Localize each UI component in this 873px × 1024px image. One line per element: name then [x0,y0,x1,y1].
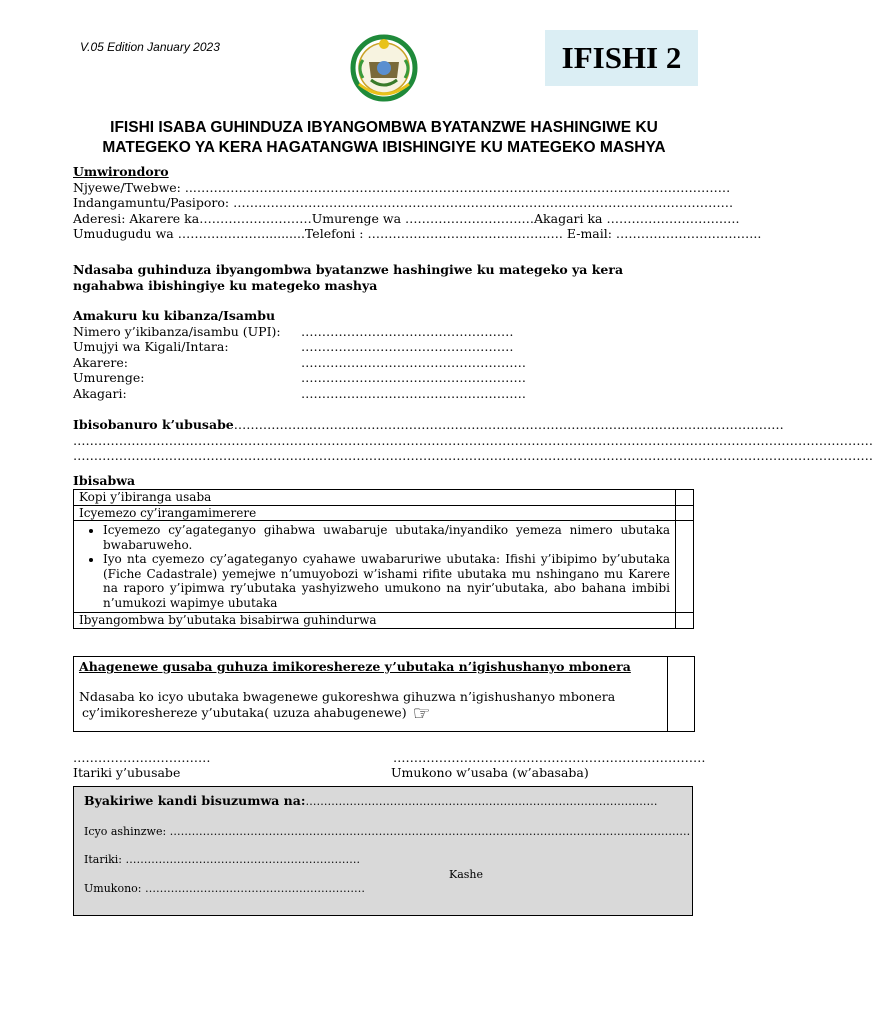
explanation-line-3[interactable]: ………………………………………………………………………………………………………………………………………………………………………… [73,448,873,463]
identity-heading: Umwirondoro [73,164,169,179]
land-use-text-1: Ndasaba ko icyo ubutaka bwagenewe gukoreshwa gihuzwa n’igishushanyo mbonera [79,689,616,704]
plot-row-label: Akarere: [73,354,129,370]
plot-row-label: Nimero y’ikibanza/isambu (UPI): [73,323,281,339]
sector-field[interactable]: ……………………………………………… [301,370,526,385]
table-row [74,505,694,521]
table-row [74,521,694,613]
checkbox[interactable] [676,521,694,613]
list-item: • Iyo nta cyemezo cy’agateganyo cyahawe uwabaruriwe ubutaka: Ifishi y’ibipimo by’ubutaka (Fiche Cadastrale) yemejwe n’umuyobozi w’ishami rifite ubutaka mu nshingano mu Karere na raporo y’ipimwa ry’ubutaka yashyizweho umukono na nyir’ubutaka, abo bahana imbibi n’umukozi wapimye ubutaka [103,552,670,610]
plot-row [73,324,698,340]
date-label: Itariki y’ubusabe [73,765,181,780]
land-use-text-2-row [82,700,431,725]
plot-row-label: Umurenge: [73,370,145,385]
checkbox[interactable] [676,613,694,629]
explanation-line-2[interactable]: ………………………………………………………………………………………………………………………………………………………………………… [73,432,873,448]
responsibility-field[interactable]: Icyo ashinzwe: ……………………………………………………………………………………………………………………………. [84,825,691,838]
land-use-heading: Ahagenewe gusaba guhuza imikoreshereze y’ubutaka n’igishushanyo mbonera [79,659,631,674]
office-heading-dots: …………………………………………………………………………………… [305,795,658,808]
form-number-badge: IFISHI 2 [545,30,698,86]
explanation-section [73,417,873,464]
plot-section [73,308,698,401]
coat-of-arms-emblem [345,34,423,102]
requirement-civil-status: Icyemezo cy’irangamimerere [74,505,676,521]
signature-dots[interactable]: ………………………………………………………………… [393,750,706,765]
office-date-field[interactable]: Itariki: ………………………………………………………. [84,853,360,866]
signature-label: Umukono w’usaba (w’abasaba) [391,765,589,780]
list-item: • Icyemezo cy’agateganyo gihabwa uwabaruje ubutaka/inyandiko yemeza nimero ubutaka bwabaruweho. [103,523,670,552]
district-field[interactable]: ……………………………………………… [301,354,526,370]
request-statement: Ndasaba guhinduza ibyangombwa byatanzwe hashingiwe ku mategeko ya kera ngahabwa ibishingiye ku mategeko mashya [73,262,624,293]
title-line-1: IFISHI ISABA GUHINDUZA IBYANGOMBWA BYATANZWE HASHINGIWE KU [110,119,658,136]
edition-label: V.05 Edition January 2023 [80,40,220,54]
requirement-certificates [74,521,676,613]
plot-row-label: Akagari: [73,385,127,401]
requirements-table [73,489,694,629]
upi-field[interactable]: …………………………………………… [301,323,514,339]
explanation-line-1[interactable] [73,417,784,433]
cell-field[interactable]: ……………………………………………… [301,385,526,401]
table-row [74,613,694,629]
name-field[interactable]: Njyewe/Twebwe: ..………………………………………………………………………………………………………………… [73,179,731,195]
checkbox[interactable] [676,505,694,521]
province-field[interactable]: …………………………………………… [301,339,514,354]
office-heading: Byakiriwe kandi bisuzumwa na: [84,793,306,808]
plot-row [73,386,698,402]
stamp-label: Kashe [449,868,484,881]
plot-row [73,339,698,355]
land-use-checkbox[interactable] [667,657,694,731]
address-field[interactable]: Aderesi: Akarere ka………………………Umurenge wa ……………………….…Akagari ka ……………………….…. [73,210,740,226]
requirement-land-documents: Ibyangombwa by’ubutaka bisabirwa guhindurwa [74,613,676,629]
explanation-label: Ibisobanuro k’ubusabe [73,417,234,432]
pointing-hand-icon: ☞ [412,700,431,725]
office-signature-field[interactable]: Umukono: …………………………………………………… [84,882,365,895]
land-use-text-2: cy’imikoreshereze y’ubutaka( uzuza ahabugenewe) [82,705,407,720]
form-title [60,118,708,158]
requirement-id-copy: Kopi y’ibiranga usaba [74,490,676,506]
plot-heading: Amakuru ku kibanza/Isambu [73,308,276,323]
village-phone-email-field[interactable]: Umudugudu wa …………………..........Telefoni : …………………………………….…. E-mail: …………………………….. [73,226,762,241]
plot-row-label: Umujyi wa Kigali/Intara: [73,339,229,354]
explanation-dots-1: …………………………………………………………………………………………………………………… [233,417,784,432]
plot-row [73,370,698,386]
office-heading-row [84,793,684,808]
identity-section [73,164,762,242]
checkbox[interactable] [676,490,694,506]
requirements-heading: Ibisabwa [73,473,136,488]
plot-row [73,355,698,371]
table-row [74,490,694,506]
land-use-box [73,656,695,732]
office-use-box [73,786,693,916]
date-dots[interactable]: …………………………… [73,750,211,765]
title-line-2: MATEGEKO YA KERA HAGATANGWA IBISHINGIYE KU MATEGEKO MASHYA [102,139,666,156]
id-passport-field[interactable]: Indangamuntu/Pasiporo: ………………………………………………………………………………………………………… [73,195,734,210]
